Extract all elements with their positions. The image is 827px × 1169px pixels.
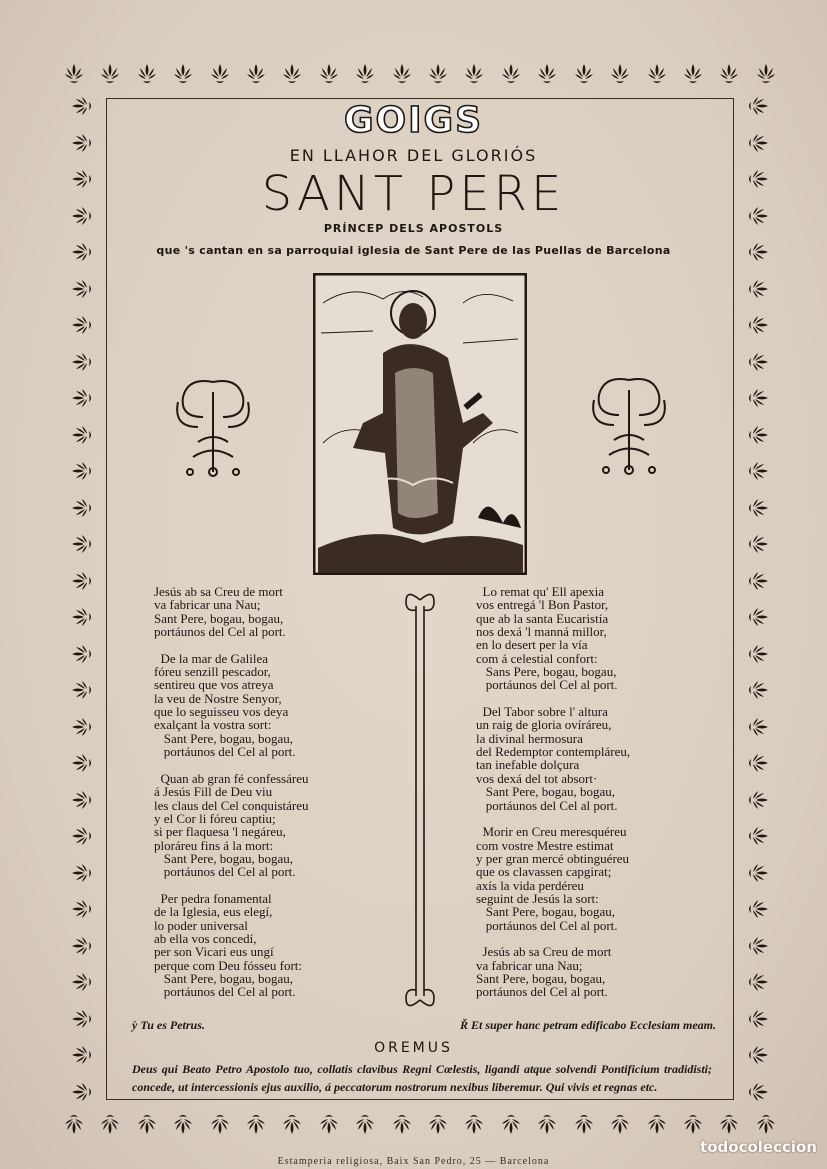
palmette-border-icon [317, 1112, 341, 1136]
palmette-border-icon [645, 62, 669, 86]
palmette-border-icon [681, 62, 705, 86]
palmette-border-icon [353, 62, 377, 86]
palmette-border-icon [746, 313, 770, 337]
palmette-border-icon [70, 459, 94, 483]
palmette-border-icon [746, 496, 770, 520]
palmette-border-icon [535, 62, 559, 86]
palmette-border-icon [70, 970, 94, 994]
palmette-border-icon [62, 1112, 86, 1136]
palmette-border-icon [746, 788, 770, 812]
palmette-border-icon [390, 62, 414, 86]
palmette-border-icon [70, 277, 94, 301]
woodcut-saint-peter-image [313, 273, 527, 575]
palmette-border-icon [754, 1112, 778, 1136]
main-title: GOIGS [343, 100, 484, 141]
palmette-border-icon [746, 277, 770, 301]
palmette-border-icon [70, 751, 94, 775]
palmette-border-icon [499, 1112, 523, 1136]
palmette-border-icon [70, 1007, 94, 1031]
column-divider-ornament [400, 586, 440, 1014]
palmette-border-icon [426, 1112, 450, 1136]
palmette-border-icon [717, 1112, 741, 1136]
palmette-border-icon [98, 62, 122, 86]
palmette-border-icon [98, 1112, 122, 1136]
palmette-border-icon [317, 62, 341, 86]
palmette-border-icon [70, 642, 94, 666]
palmette-border-icon [70, 569, 94, 593]
verses-right-column: Lo remat qu' Ell apexia vos entregá 'l Bon Pastor, que ab la santa Eucaristía nos dexá 'l manná millor, en lo desert per la vía com á celestial confort: Sans Pere, bogau, bogau, portáunos del Cel al port. Del Tabor sobre l' altura un raig de gloria ovíráreu, la divinal hermosura del Redemptor contempláreu, tan inefable dolçura vos dexá del tot absort· Sant Pere, bogau, bogau, portáunos del Cel al port. Morir en Creu meresquéreu com vostre Mestre estimat y per gran mercé obtinguéreu que os clavassen capgirat; axís la vida perdéreu seguint de Jesús la sort: Sant Pere, bogau, bogau, portáunos del Cel al port. Jesús ab sa Creu de mort va fabricar una Nau; Sant Pere, bogau, bogau, portáunos del Cel al port. [476, 584, 631, 1000]
palmette-border-icon [70, 605, 94, 629]
palmette-border-icon [135, 1112, 159, 1136]
watermark-logo: todocoleccion [700, 1138, 817, 1156]
oremus-heading: OREMUS [374, 1040, 453, 1056]
saint-name: SANT PERE [261, 166, 566, 222]
palmette-border-icon [608, 62, 632, 86]
palmette-border-icon [608, 1112, 632, 1136]
palmette-border-icon [208, 62, 232, 86]
subtitle: EN LLAHOR DEL GLORIÓS [289, 146, 538, 165]
palmette-border-icon [572, 1112, 596, 1136]
palmette-border-icon [70, 350, 94, 374]
palmette-border-icon [746, 642, 770, 666]
verses-left-column: Jesús ab sa Creu de mort va fabricar una Nau; Sant Pere, bogau, bogau, portáunos del Cel al port. De la mar de Galilea fóreu senzill pescador, sentireu que vos atreya la veu de Nostre Senyor, que lo seguisseu vos deya exalçant la vostra sort: Sant Pere, bogau, bogau, portáunos del Cel al port. Quan ab gran fé confessáreu á Jesús Fill de Deu viu les claus del Cel conquistáreu y el Cor li fóreu captiu; si per flaquesa 'l negáreu, ploráreu fins á la mort: Sant Pere, bogau, bogau, portáunos del Cel al port. Per pedra fonamental de la Iglesia, eus elegí, lo poder universal ab ella vos concedí, per son Vicari eus ungí perque com Deu fósseu fort: Sant Pere, bogau, bogau, portáunos del Cel al port. [154, 584, 309, 1000]
epithet: PRÍNCEP DELS APOSTOLS [323, 222, 504, 235]
palmette-border-icon [244, 1112, 268, 1136]
palmette-border-icon [70, 678, 94, 702]
printer-imprint: Estamperia religiosa, Baix San Pedro, 25 — Barcelona [277, 1156, 550, 1167]
palmette-border-icon [70, 532, 94, 556]
palmette-border-icon [572, 62, 596, 86]
palmette-border-icon [62, 62, 86, 86]
palmette-border-icon [70, 861, 94, 885]
palmette-border-icon [535, 1112, 559, 1136]
versicle: ỳ Tu es Petrus. [132, 1018, 205, 1032]
palmette-border-icon [135, 62, 159, 86]
palmette-border-icon [353, 1112, 377, 1136]
palmette-border-icon [280, 1112, 304, 1136]
palmette-border-icon [746, 1080, 770, 1104]
palmette-border-icon [280, 62, 304, 86]
palmette-border-icon [208, 1112, 232, 1136]
palmette-border-icon [244, 62, 268, 86]
palmette-border-icon [70, 897, 94, 921]
palmette-border-icon [746, 897, 770, 921]
palmette-border-icon [681, 1112, 705, 1136]
palmette-border-icon [746, 423, 770, 447]
palmette-border-icon [70, 715, 94, 739]
palmette-border-icon [746, 861, 770, 885]
border-top [62, 54, 778, 94]
palmette-border-icon [171, 1112, 195, 1136]
palmette-border-icon [171, 62, 195, 86]
palmette-border-icon [746, 532, 770, 556]
dedication: que 's cantan en sa parroquial iglesia de Sant Pere de las Puellas de Barcelona [156, 244, 671, 257]
prayer-text: Deus qui Beato Petro Apostolo tuo, collatis clavibus Regni Cœlestis, ligandi atque solvendi Pontificium tradidisti; concede, ut intercessionis ejus auxilio, á peccatorum nostrorum nexibus liberemur. Qui vivis et regnas etc. [132, 1062, 712, 1094]
palmette-border-icon [746, 678, 770, 702]
palmette-border-icon [70, 824, 94, 848]
scroll-flourish-icon [168, 372, 258, 482]
palmette-border-icon [746, 459, 770, 483]
palmette-border-icon [746, 605, 770, 629]
palmette-border-icon [390, 1112, 414, 1136]
palmette-border-icon [462, 62, 486, 86]
palmette-border-icon [70, 934, 94, 958]
palmette-border-icon [746, 751, 770, 775]
palmette-border-icon [717, 62, 741, 86]
palmette-border-icon [426, 62, 450, 86]
palmette-border-icon [746, 934, 770, 958]
palmette-border-icon [70, 423, 94, 447]
border-bottom [62, 1104, 778, 1144]
palmette-border-icon [499, 62, 523, 86]
palmette-border-icon [70, 313, 94, 337]
palmette-border-icon [746, 1007, 770, 1031]
scroll-flourish-icon [584, 370, 674, 480]
palmette-border-icon [746, 350, 770, 374]
palmette-border-icon [70, 386, 94, 410]
palmette-border-icon [462, 1112, 486, 1136]
palmette-border-icon [70, 788, 94, 812]
palmette-border-icon [746, 715, 770, 739]
palmette-border-icon [746, 386, 770, 410]
response: Ř Et super hanc petram edificabo Ecclesiam meam. [460, 1018, 716, 1032]
palmette-border-icon [746, 569, 770, 593]
palmette-border-icon [746, 970, 770, 994]
palmette-border-icon [70, 1080, 94, 1104]
palmette-border-icon [645, 1112, 669, 1136]
palmette-border-icon [746, 824, 770, 848]
palmette-border-icon [754, 62, 778, 86]
palmette-border-icon [70, 496, 94, 520]
